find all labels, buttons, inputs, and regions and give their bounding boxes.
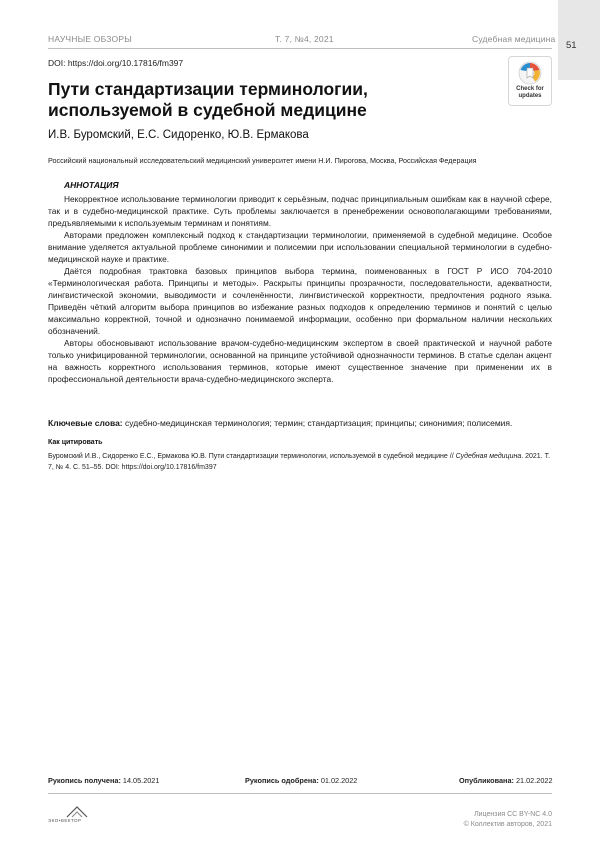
section-label: НАУЧНЫЕ ОБЗОРЫ xyxy=(48,34,132,44)
affiliation: Российский национальный исследовательский медицинский университет имени Н.И. Пирогова, Москва, Российская Федерация xyxy=(48,156,477,165)
published-date xyxy=(459,776,553,785)
received-label: Рукопись получена: xyxy=(48,776,121,785)
keywords-label: Ключевые слова: xyxy=(48,418,123,428)
cite-heading: Как цитировать xyxy=(48,439,103,446)
abstract-paragraph: Даётся подробная трактовка базовых принципов выбора термина, поименованных в ГОСТ Р ИСО 704-2010 «Терминологическая работа. Принципы и методы». Раскрыты принципы прозрачности, последовательности, адекватности, лингвистической экономии, выводимости и сочленённости, лингвистической корректности, предпочтения родного языка. Приведён чёткий алгоритм выбора принципов во избежание разных подходов к определению терминов и понятий с целью максимально корректной, точной и однозначно понимаемой информации, особенно при формальном наличии нескольких обозначений. xyxy=(48,266,552,336)
abstract-paragraph: Авторы обосновывают использование врачом-судебно-медицинским экспертом в своей практической и научной работе только унифицированной терминологии, основанной на принципе устойчивой однозначности терминов. В статье сделан акцент на важность корректного использования терминов, которые имеют существенное значение при применении их в профессиональной деятельности врача-судебно-медицинского эксперта. xyxy=(48,338,552,384)
volume-label: Т. 7, №4, 2021 xyxy=(275,34,334,44)
article-title xyxy=(48,79,478,121)
abstract-body xyxy=(48,193,552,385)
page-number-tab xyxy=(558,0,600,80)
publisher-logo xyxy=(48,806,108,826)
published-label: Опубликована: xyxy=(459,776,514,785)
title-line-1: Пути стандартизации терминологии, xyxy=(48,79,368,99)
license-text[interactable]: Лицензия CC BY-NC 4.0 xyxy=(474,811,552,818)
header-divider xyxy=(48,48,552,49)
badge-line-2: updates xyxy=(518,93,542,99)
abstract-paragraph: Авторами предложен комплексный подход к стандартизации терминологии, применяемой в судебной медицине. Особое внимание уделяется актуальной проблеме синонимии и полисемии при использовании специальной терминологии в судебно-медицинской науке и практике. xyxy=(48,230,552,264)
citation-journal: Судебная медицина xyxy=(455,453,522,460)
abstract-paragraph: Некорректное использование терминологии приводит к серьёзным, подчас принципиальным ошибкам как в научной сфере, так и в судебно-медицинской практике. Суть проблемы заключается в пренебрежении основополагающими требованиями, предъявляемыми к используемым терминам и понятиям. xyxy=(48,194,552,228)
accepted-date xyxy=(245,776,357,785)
eco-vector-logo-icon xyxy=(66,806,88,818)
check-for-updates-badge[interactable] xyxy=(508,56,552,106)
check-for-updates-icon xyxy=(518,61,542,85)
accepted-value: 01.02.2022 xyxy=(320,776,358,785)
journal-label: Судебная медицина xyxy=(472,34,556,44)
received-date xyxy=(48,776,159,785)
citation-tail: . 2021. Т. 7, № 4. С. 51–55. DOI: https://doi.org/10.17816/fm397 xyxy=(48,453,551,471)
footer-divider xyxy=(48,793,552,794)
citation xyxy=(48,451,552,473)
accepted-label: Рукопись одобрена: xyxy=(245,776,319,785)
page-number: 51 xyxy=(566,40,577,51)
keywords xyxy=(48,417,552,429)
abstract-heading: АННОТАЦИЯ xyxy=(64,180,119,190)
authors: И.В. Буромский, Е.С. Сидоренко, Ю.В. Ермакова xyxy=(48,129,309,141)
citation-text: Буромский И.В., Сидоренко Е.С., Ермакова Ю.В. Пути стандартизации терминологии, используемой в судебной медицине // xyxy=(48,453,456,460)
title-line-2: используемой в судебной медицине xyxy=(48,100,367,120)
copyright-text: © Коллектив авторов, 2021 xyxy=(463,821,552,828)
doi-link[interactable]: DOI: https://doi.org/10.17816/fm397 xyxy=(48,58,184,68)
published-value: 21.02.2022 xyxy=(515,776,553,785)
badge-line-1: Check for xyxy=(516,86,544,92)
publisher-logo-text: ЭКО•ВЕКТОР xyxy=(48,818,82,823)
keywords-text: судебно-медицинская терминология; термин; стандартизация; принципы; синонимия; полисемия. xyxy=(125,418,513,428)
received-value: 14.05.2021 xyxy=(122,776,160,785)
